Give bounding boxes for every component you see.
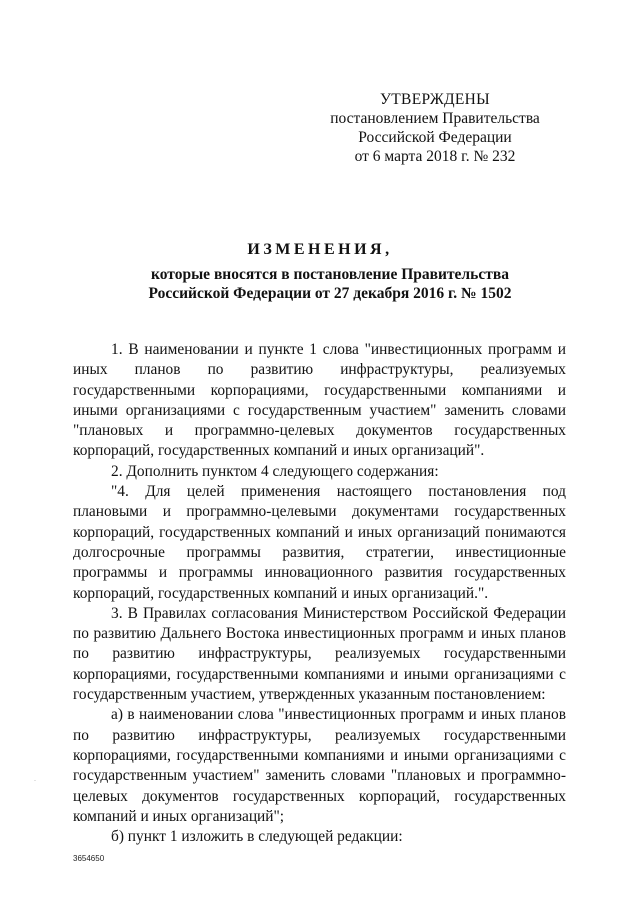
subtitle-line-2: Российской Федерации от 27 декабря 2016 г. № 1502 bbox=[148, 285, 512, 302]
paragraph-3: "4. Для целей применения настоящего постановления под плановыми и программно-целевыми документами государственных корпораций, государственных компаний и иных организаций понимаются долгосрочные программы развития, стратегии, инвестиционные программы и программы инновационного развития государственных корпораций, государственных компаний и иных организаций.". bbox=[73, 483, 566, 602]
approval-heading: УТВЕРЖДЕНЫ bbox=[380, 91, 490, 108]
paragraph-4: 3. В Правилах согласования Министерством Российской Федерации по развитию Дальнего Востока инвестиционных программ и иных планов по развитию инфраструктуры, реализуемых государственными корпорациями, государственными компаниями и иными организациями с государственным участием, утвержденных указанным постановлением: bbox=[73, 604, 566, 704]
approval-line-1: постановлением Правительства bbox=[330, 110, 540, 127]
paragraph-6: б) пункт 1 изложить в следующей редакции: bbox=[111, 828, 403, 846]
approval-line-2: Российской Федерации bbox=[358, 129, 512, 146]
paragraph-1: 1. В наименовании и пункте 1 слова "инвестиционных программ и иных планов по развитию инфраструктуры, реализуемых государственными корпорациями, государственными компаниями и иными организациями с государственным участием" заменить словами "плановых и программно-целевых документов государственных корпораций, государственных компаний и иных организаций". bbox=[73, 341, 566, 460]
document-subtitle bbox=[100, 265, 560, 303]
subtitle-line-1: которые вносятся в постановление Правительства bbox=[151, 266, 509, 283]
paragraph-2: 2. Дополнить пунктом 4 следующего содержания: bbox=[111, 462, 439, 480]
approval-block bbox=[330, 90, 540, 166]
document-title: ИЗМЕНЕНИЯ, bbox=[247, 241, 393, 258]
footer-document-number: 3654650 bbox=[73, 854, 105, 863]
paragraph-5: а) в наименовании слова "инвестиционных программ и иных планов по развитию инфраструктуры, реализуемых государственными корпорациями, государственными компаниями и иными организациями с государственным участием" заменить словами "плановых и программно-целевых документов государственных корпораций, государственных компаний и иных организаций"; bbox=[73, 706, 566, 825]
margin-mark: · bbox=[34, 778, 36, 784]
document-body bbox=[73, 340, 566, 847]
approval-line-3: от 6 марта 2018 г. № 232 bbox=[354, 148, 516, 165]
